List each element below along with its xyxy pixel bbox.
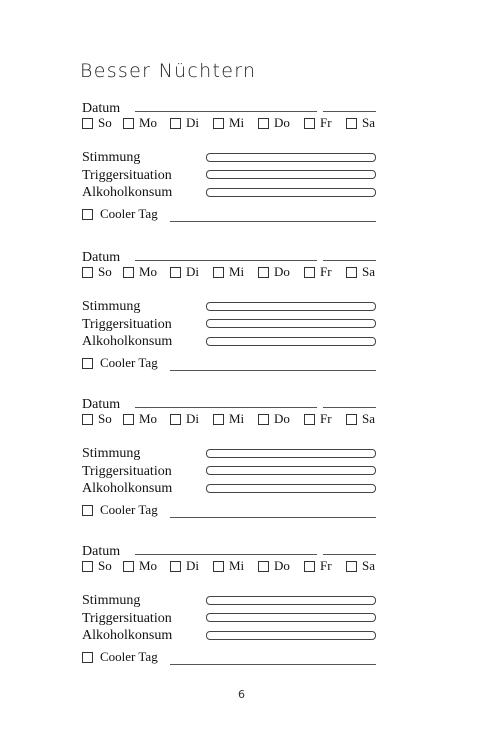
page-number: 6	[238, 688, 245, 701]
journal-entry	[0, 249, 483, 389]
weekday-checkbox[interactable]	[123, 118, 134, 129]
weekday-checkbox[interactable]	[170, 118, 181, 129]
weekday-option[interactable]	[82, 411, 112, 427]
weekday-option[interactable]	[213, 115, 244, 131]
weekday-label: Do	[274, 115, 290, 130]
page-title: Besser Nüchtern	[80, 60, 257, 82]
weekday-checkbox[interactable]	[213, 561, 224, 572]
trigger-field[interactable]	[206, 319, 376, 328]
weekday-option[interactable]	[213, 558, 244, 574]
date-line[interactable]	[135, 407, 317, 408]
weekday-label: Di	[186, 264, 199, 279]
weekday-checkbox[interactable]	[82, 561, 93, 572]
weekday-checkbox[interactable]	[213, 267, 224, 278]
year-line[interactable]	[323, 260, 376, 261]
alcohol-label: Alkoholkonsum	[82, 481, 173, 496]
weekday-checkbox[interactable]	[346, 118, 357, 129]
weekday-label: Mi	[229, 115, 245, 130]
date-line[interactable]	[135, 554, 317, 555]
weekday-option[interactable]	[346, 411, 375, 427]
alcohol-field[interactable]	[206, 337, 376, 346]
weekday-label: So	[98, 264, 112, 279]
alcohol-label: Alkoholkonsum	[82, 334, 173, 349]
weekday-checkbox[interactable]	[82, 414, 93, 425]
date-label: Datum	[82, 101, 121, 116]
weekday-label: Do	[274, 558, 290, 573]
cool-day-option[interactable]	[82, 355, 158, 371]
weekday-option[interactable]	[258, 115, 290, 131]
weekday-label: Mi	[229, 558, 245, 573]
weekday-label: Fr	[320, 411, 332, 426]
weekday-checkbox[interactable]	[123, 267, 134, 278]
trigger-label: Triggersituation	[82, 317, 172, 332]
cool-day-label: Cooler Tag	[100, 502, 158, 517]
weekday-option[interactable]	[82, 115, 112, 131]
weekday-checkbox[interactable]	[123, 561, 134, 572]
weekday-option[interactable]	[213, 411, 244, 427]
trigger-field[interactable]	[206, 170, 376, 179]
weekday-label: Fr	[320, 264, 332, 279]
weekday-checkbox[interactable]	[82, 118, 93, 129]
weekday-option[interactable]	[170, 558, 199, 574]
date-label: Datum	[82, 544, 121, 559]
weekday-checkbox[interactable]	[170, 561, 181, 572]
mood-field[interactable]	[206, 302, 376, 311]
weekday-checkbox[interactable]	[123, 414, 134, 425]
date-line[interactable]	[135, 260, 317, 261]
cool-day-line[interactable]	[170, 664, 376, 665]
year-line[interactable]	[323, 111, 376, 112]
weekday-label: So	[98, 411, 112, 426]
weekday-option[interactable]	[82, 558, 112, 574]
cool-day-line[interactable]	[170, 370, 376, 371]
cool-day-option[interactable]	[82, 649, 158, 665]
weekday-label: Mo	[139, 115, 158, 130]
weekday-checkbox[interactable]	[258, 267, 269, 278]
weekday-option[interactable]	[304, 115, 332, 131]
cool-day-label: Cooler Tag	[100, 355, 158, 370]
weekday-checkbox[interactable]	[258, 118, 269, 129]
weekday-checkbox[interactable]	[304, 118, 315, 129]
mood-label: Stimmung	[82, 150, 141, 165]
weekday-option[interactable]	[346, 115, 375, 131]
year-line[interactable]	[323, 554, 376, 555]
date-label: Datum	[82, 397, 121, 412]
cool-day-label: Cooler Tag	[100, 649, 158, 664]
weekday-option[interactable]	[170, 115, 199, 131]
cool-day-checkbox[interactable]	[82, 505, 93, 516]
cool-day-checkbox[interactable]	[82, 209, 93, 220]
weekday-label: Di	[186, 115, 199, 130]
weekday-label: Mo	[139, 411, 158, 426]
weekday-option[interactable]	[123, 411, 157, 427]
weekday-label: Sa	[362, 411, 375, 426]
journal-entry	[0, 100, 483, 240]
trigger-field[interactable]	[206, 613, 376, 622]
weekday-label: Fr	[320, 115, 332, 130]
weekday-option[interactable]	[346, 264, 375, 280]
year-line[interactable]	[323, 407, 376, 408]
weekday-option[interactable]	[170, 264, 199, 280]
weekday-checkbox[interactable]	[346, 414, 357, 425]
cool-day-label: Cooler Tag	[100, 206, 158, 221]
weekday-label: So	[98, 115, 112, 130]
journal-entry	[0, 396, 483, 536]
weekday-label: Di	[186, 558, 199, 573]
weekday-checkbox[interactable]	[213, 414, 224, 425]
trigger-label: Triggersituation	[82, 464, 172, 479]
weekday-checkbox[interactable]	[304, 414, 315, 425]
weekday-checkbox[interactable]	[258, 414, 269, 425]
trigger-label: Triggersituation	[82, 168, 172, 183]
alcohol-label: Alkoholkonsum	[82, 185, 173, 200]
weekday-checkbox[interactable]	[170, 414, 181, 425]
trigger-field[interactable]	[206, 466, 376, 475]
weekday-option[interactable]	[304, 558, 332, 574]
mood-label: Stimmung	[82, 299, 141, 314]
weekday-checkbox[interactable]	[170, 267, 181, 278]
weekday-label: So	[98, 558, 112, 573]
cool-day-option[interactable]	[82, 206, 158, 222]
weekday-label: Do	[274, 411, 290, 426]
mood-field[interactable]	[206, 153, 376, 162]
weekday-label: Sa	[362, 558, 375, 573]
mood-field[interactable]	[206, 449, 376, 458]
weekday-label: Mi	[229, 411, 245, 426]
weekday-label: Mi	[229, 264, 245, 279]
weekday-checkbox[interactable]	[82, 267, 93, 278]
weekday-checkbox[interactable]	[304, 267, 315, 278]
cool-day-checkbox[interactable]	[82, 652, 93, 663]
mood-label: Stimmung	[82, 593, 141, 608]
weekday-checkbox[interactable]	[213, 118, 224, 129]
date-line[interactable]	[135, 111, 317, 112]
trigger-label: Triggersituation	[82, 611, 172, 626]
weekday-option[interactable]	[123, 264, 157, 280]
weekday-checkbox[interactable]	[346, 561, 357, 572]
weekday-option[interactable]	[258, 558, 290, 574]
cool-day-option[interactable]	[82, 502, 158, 518]
weekday-checkbox[interactable]	[346, 267, 357, 278]
journal-entry	[0, 543, 483, 683]
mood-label: Stimmung	[82, 446, 141, 461]
weekday-option[interactable]	[123, 115, 157, 131]
alcohol-field[interactable]	[206, 188, 376, 197]
alcohol-field[interactable]	[206, 631, 376, 640]
weekday-label: Mo	[139, 558, 158, 573]
weekday-label: Sa	[362, 115, 375, 130]
mood-field[interactable]	[206, 596, 376, 605]
weekday-option[interactable]	[304, 411, 332, 427]
weekday-checkbox[interactable]	[258, 561, 269, 572]
cool-day-line[interactable]	[170, 221, 376, 222]
weekday-label: Do	[274, 264, 290, 279]
weekday-label: Fr	[320, 558, 332, 573]
weekday-label: Mo	[139, 264, 158, 279]
weekday-option[interactable]	[346, 558, 375, 574]
cool-day-checkbox[interactable]	[82, 358, 93, 369]
alcohol-label: Alkoholkonsum	[82, 628, 173, 643]
cool-day-line[interactable]	[170, 517, 376, 518]
weekday-option[interactable]	[213, 264, 244, 280]
weekday-option[interactable]	[304, 264, 332, 280]
weekday-label: Sa	[362, 264, 375, 279]
weekday-option[interactable]	[123, 558, 157, 574]
weekday-option[interactable]	[170, 411, 199, 427]
weekday-option[interactable]	[258, 411, 290, 427]
date-label: Datum	[82, 250, 121, 265]
weekday-checkbox[interactable]	[304, 561, 315, 572]
weekday-option[interactable]	[82, 264, 112, 280]
weekday-option[interactable]	[258, 264, 290, 280]
weekday-label: Di	[186, 411, 199, 426]
alcohol-field[interactable]	[206, 484, 376, 493]
